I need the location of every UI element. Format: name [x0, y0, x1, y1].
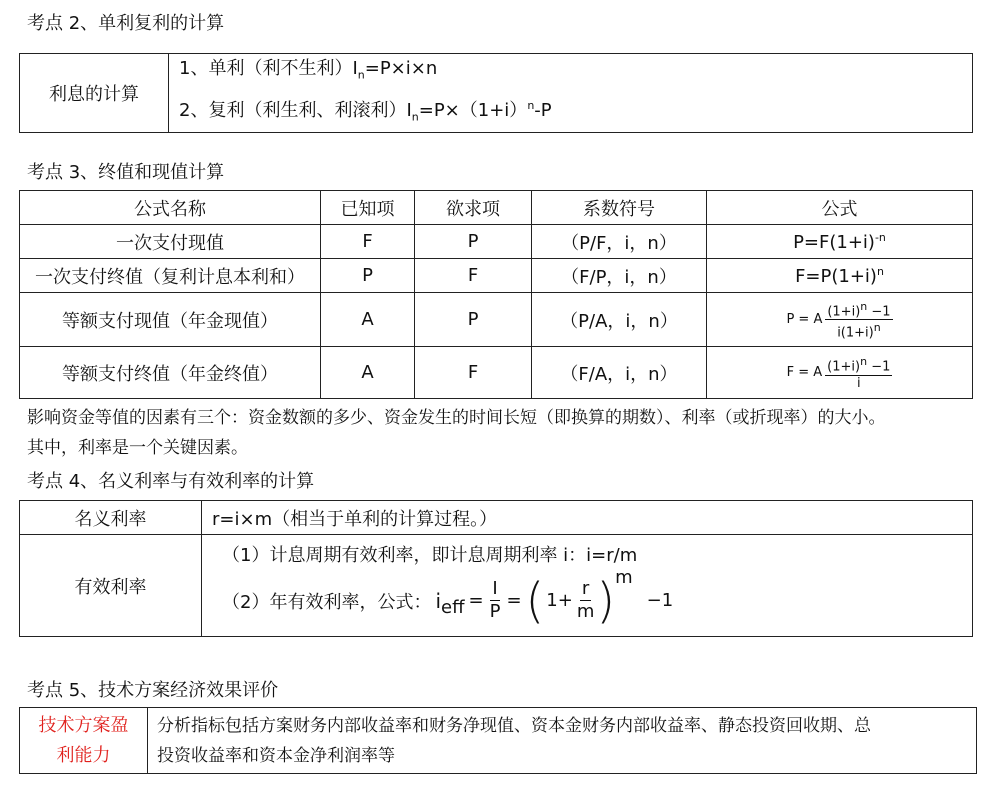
- row-name: 一次支付终值（复利计息本利和）: [20, 259, 321, 293]
- row-formula: $P=F(1+i)^{-n}$: [707, 225, 973, 259]
- row-seek: P: [415, 293, 532, 347]
- table-row: [20, 225, 973, 259]
- row-coef: （F/A，i，n）: [532, 347, 707, 399]
- evaluation-table: [19, 707, 977, 774]
- header-name: 公式名称: [20, 191, 321, 225]
- table-row: [20, 293, 973, 347]
- row-name: 等额支付现值（年金现值）: [20, 293, 321, 347]
- row-formula: $F=P(1+i)^n$: [707, 259, 973, 293]
- row-coef: （P/A，i，n）: [532, 293, 707, 347]
- row-known: A: [321, 293, 415, 347]
- effective-content: [202, 535, 973, 637]
- simple-interest-line: 1、单利（利不生利）$I_n=P\times i\times n$: [179, 58, 438, 82]
- nominal-label: 名义利率: [20, 501, 202, 535]
- row-seek: F: [415, 259, 532, 293]
- interest-label: 利息的计算: [20, 54, 169, 133]
- eff-annual-line: （2）年有效利率，公式： i eff = $\frac{I}{P}$ = ( 1+ $\frac{r}{m}$ ) m −1: [222, 566, 674, 629]
- section5-title: 考点 5、技术方案经济效果评价: [27, 680, 279, 701]
- note-key-factor: 其中，利率是一个关键因素。: [27, 438, 248, 458]
- row-formula: F = A $\frac{(1+i)^n -1}{i}$: [707, 347, 973, 399]
- table-row: [20, 347, 973, 399]
- row-coef: （F/P，i，n）: [532, 259, 707, 293]
- header-coef: 系数符号: [532, 191, 707, 225]
- profitability-text: 分析指标包括方案财务内部收益率和财务净现值、资本金财务内部收益率、静态投资回收期、总 投资收益率和资本金净利润率等: [148, 708, 977, 774]
- effective-label: 有效利率: [20, 535, 202, 637]
- note-factors: 影响资金等值的因素有三个：资金数额的多少、资金发生的时间长短（即换算的期数）、利率（或折现率）的大小。: [27, 408, 886, 428]
- table-row: [20, 259, 973, 293]
- row-name: 一次支付现值: [20, 225, 321, 259]
- header-known: 已知项: [321, 191, 415, 225]
- interest-content: [169, 54, 973, 133]
- row-known: F: [321, 225, 415, 259]
- interest-table: [19, 53, 973, 133]
- section2-title: 考点 2、单利复利的计算: [27, 13, 225, 34]
- row-seek: F: [415, 347, 532, 399]
- compound-interest-line: 2、复利（利生利、利滚利）$I_n=P\times(1+i)^n-P$: [179, 98, 552, 124]
- row-name: 等额支付终值（年金终值）: [20, 347, 321, 399]
- row-known: A: [321, 347, 415, 399]
- profitability-label: 技术方案盈 利能力: [20, 708, 148, 774]
- value-table: [19, 190, 973, 399]
- rate-table: [19, 500, 973, 637]
- row-coef: （P/F，i，n）: [532, 225, 707, 259]
- row-seek: P: [415, 225, 532, 259]
- row-formula: P = A $\frac{(1+i)^n -1}{i(1+i)^n}$: [707, 293, 973, 347]
- section3-title: 考点 3、终值和现值计算: [27, 162, 225, 183]
- section4-title: 考点 4、名义利率与有效利率的计算: [27, 471, 315, 492]
- header-seek: 欲求项: [415, 191, 532, 225]
- row-known: P: [321, 259, 415, 293]
- eff-period-line: （1）计息周期有效利率，即计息周期利率 i：i=r/m: [222, 544, 638, 566]
- header-formula: 公式: [707, 191, 973, 225]
- nominal-text: r=i×m（相当于单利的计算过程。）: [202, 501, 973, 535]
